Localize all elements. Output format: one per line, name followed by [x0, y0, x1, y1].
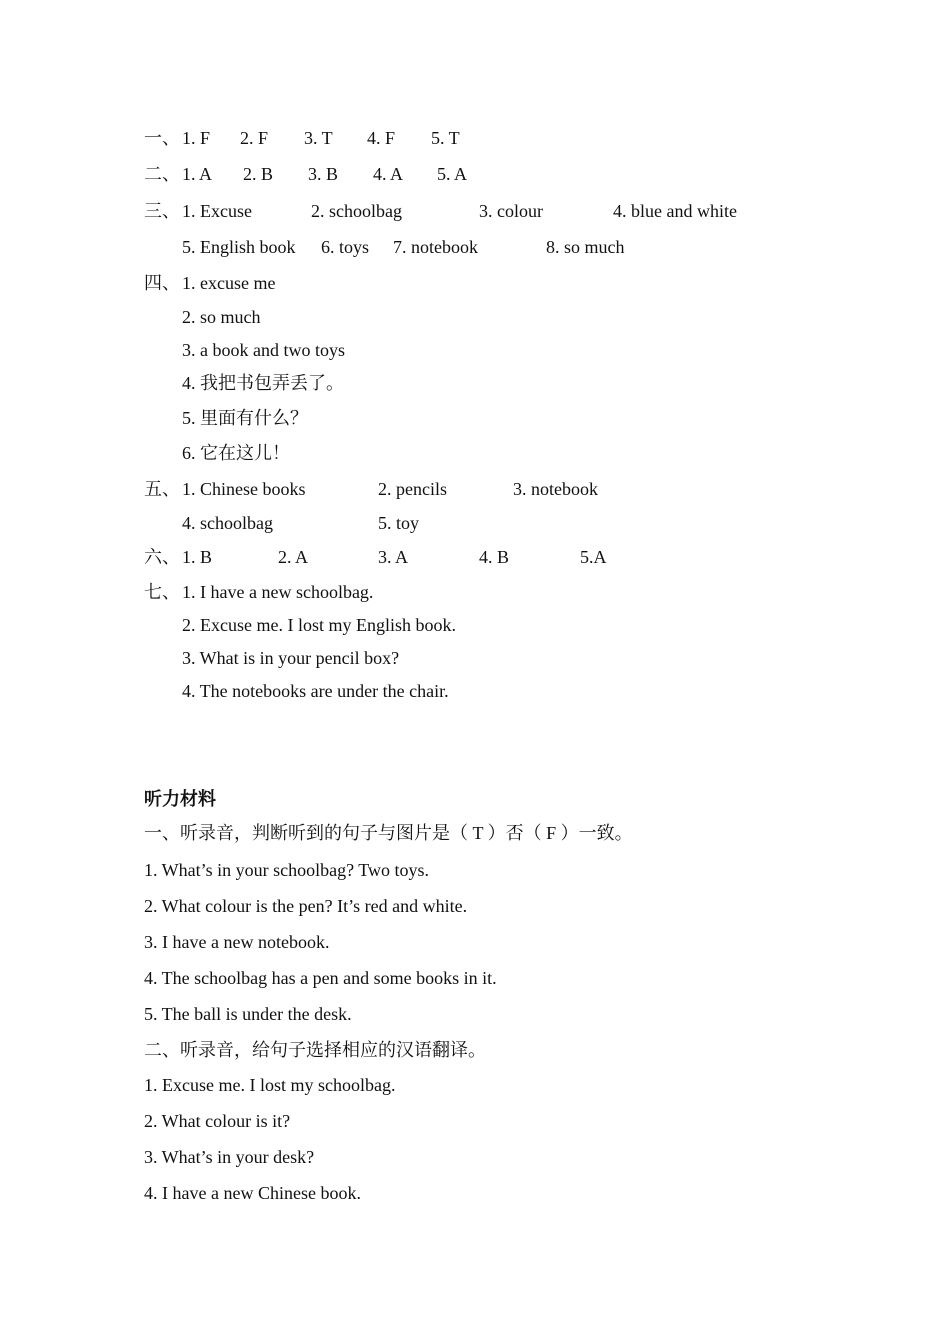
answer-line: 1. excuse me	[182, 273, 276, 293]
listening-line: 1. Excuse me. I lost my schoolbag.	[144, 1075, 396, 1095]
answer-item: 1. B	[182, 547, 213, 567]
listening-part2-heading: 二、听录音，给句子选择相应的汉语翻译。	[144, 1040, 486, 1060]
answer-item: 3. A	[378, 547, 409, 567]
answer-line: 3. What is in your pencil box?	[182, 648, 400, 668]
answer-item: 7. notebook	[393, 237, 478, 257]
listening-part1-heading: 一、听录音，判断听到的句子与图片是（ T ）否（ F ）一致。	[144, 823, 633, 843]
answer-item: 3. notebook	[513, 479, 598, 499]
listening-line: 2. What colour is the pen? It’s red and white.	[144, 896, 468, 916]
answer-item: 4. B	[479, 547, 510, 567]
answer-item: 2. schoolbag	[311, 201, 402, 221]
section-label: 四、	[144, 273, 180, 293]
answer-item: 8. so much	[546, 237, 625, 257]
answer-item: 1. F	[182, 128, 211, 148]
answer-line: 3. a book and two toys	[182, 340, 345, 360]
answer-item: 1. Chinese books	[182, 479, 306, 499]
section-label: 七、	[144, 582, 180, 602]
section-label: 一、	[144, 128, 180, 148]
answer-line: 2. Excuse me. I lost my English book.	[182, 615, 456, 635]
answer-line: 1. I have a new schoolbag.	[182, 582, 374, 602]
answer-line: 5. 里面有什么？	[182, 408, 308, 428]
answer-item: 5.A	[580, 547, 607, 567]
answer-item: 4. F	[367, 128, 396, 148]
answer-item: 2. F	[240, 128, 269, 148]
answer-item: 2. A	[278, 547, 309, 567]
answer-item: 5. T	[431, 128, 460, 148]
answer-item: 3. colour	[479, 201, 543, 221]
answer-item: 4. schoolbag	[182, 513, 273, 533]
answer-item: 3. B	[308, 164, 339, 184]
answer-item: 5. toy	[378, 513, 420, 533]
section-label: 二、	[144, 164, 180, 184]
answer-item: 1. A	[182, 164, 213, 184]
listening-line: 5. The ball is under the desk.	[144, 1004, 352, 1024]
answer-item: 4. A	[373, 164, 404, 184]
listening-line: 3. What’s in your desk?	[144, 1147, 315, 1167]
answer-line: 2. so much	[182, 307, 261, 327]
answer-item: 5. English book	[182, 237, 296, 257]
answer-item: 2. B	[243, 164, 274, 184]
listening-line: 4. The schoolbag has a pen and some books in it.	[144, 968, 497, 988]
answer-item: 6. toys	[321, 237, 370, 257]
answer-line: 4. The notebooks are under the chair.	[182, 681, 449, 701]
answer-item: 3. T	[304, 128, 333, 148]
answer-item: 5. A	[437, 164, 468, 184]
answer-line: 4. 我把书包弄丢了。	[182, 373, 344, 393]
listening-line: 3. I have a new notebook.	[144, 932, 330, 952]
answer-item: 4. blue and white	[613, 201, 737, 221]
section-label: 六、	[144, 547, 180, 567]
listening-title: 听力材料	[144, 789, 216, 809]
section-label: 五、	[144, 479, 180, 499]
listening-line: 1. What’s in your schoolbag? Two toys.	[144, 860, 430, 880]
answer-item: 1. Excuse	[182, 201, 252, 221]
listening-line: 4. I have a new Chinese book.	[144, 1183, 361, 1203]
listening-line: 2. What colour is it?	[144, 1111, 291, 1131]
answer-line: 6. 它在这儿！	[182, 443, 290, 463]
section-label: 三、	[144, 201, 180, 221]
answer-item: 2. pencils	[378, 479, 447, 499]
